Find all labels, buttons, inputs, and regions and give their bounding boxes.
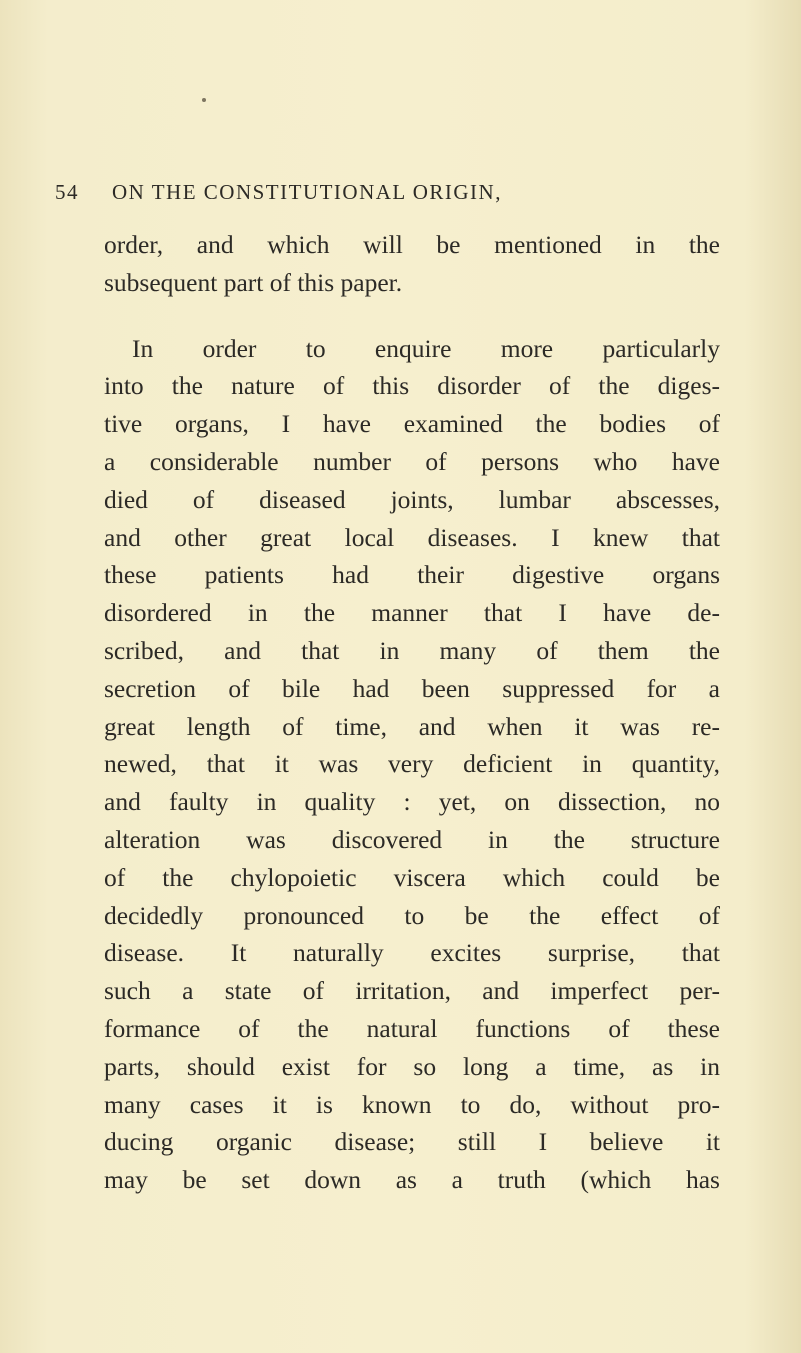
running-head: ON THE CONSTITUTIONAL ORIGIN,	[112, 180, 502, 204]
text-line: of the chylopoietic viscera which could be	[104, 862, 720, 892]
page-header	[55, 177, 755, 207]
text-line: and faulty in quality : yet, on dissection, no	[104, 787, 720, 817]
text-line: scribed, and that in many of them the	[104, 635, 720, 665]
text-line: tive organs, I have examined the bodies of	[104, 409, 720, 439]
text-line: may be set down as a truth (which has	[104, 1165, 720, 1195]
text-line: decidedly pronounced to be the effect of	[104, 900, 720, 930]
text-line: great length of time, and when it was re-	[104, 711, 720, 741]
text-line: order, and which will be mentioned in the	[104, 230, 720, 259]
text-line: parts, should exist for so long a time, as in	[104, 1051, 720, 1081]
text-line: many cases it is known to do, without pro-	[104, 1089, 720, 1119]
paragraph-1	[104, 226, 720, 302]
text-line: newed, that it was very deficient in quantity,	[104, 749, 720, 779]
text-line: died of diseased joints, lumbar abscesses,	[104, 484, 720, 514]
text-line: ducing organic disease; still I believe it	[104, 1127, 720, 1157]
text-line: secretion of bile had been suppressed for a	[104, 673, 720, 703]
text-line: formance of the natural functions of these	[104, 1013, 720, 1043]
text-line: a considerable number of persons who have	[104, 446, 720, 476]
text-line: subsequent part of this paper.	[104, 267, 403, 297]
text-line: such a state of irritation, and imperfect per-	[104, 976, 720, 1006]
text-line: alteration was discovered in the structure	[104, 824, 720, 854]
text-line: disordered in the manner that I have de-	[104, 598, 720, 628]
text-line: into the nature of this disorder of the diges-	[104, 371, 720, 401]
text-line: and other great local diseases. I knew that	[104, 522, 720, 552]
body-text	[104, 226, 720, 1199]
text-line: In order to enquire more particularly	[132, 333, 720, 363]
text-line: these patients had their digestive organs	[104, 560, 720, 590]
ink-speck	[202, 98, 206, 102]
page-number: 54	[55, 180, 79, 204]
paragraph-2	[104, 330, 720, 1199]
text-line: disease. It naturally excites surprise, that	[104, 938, 720, 968]
